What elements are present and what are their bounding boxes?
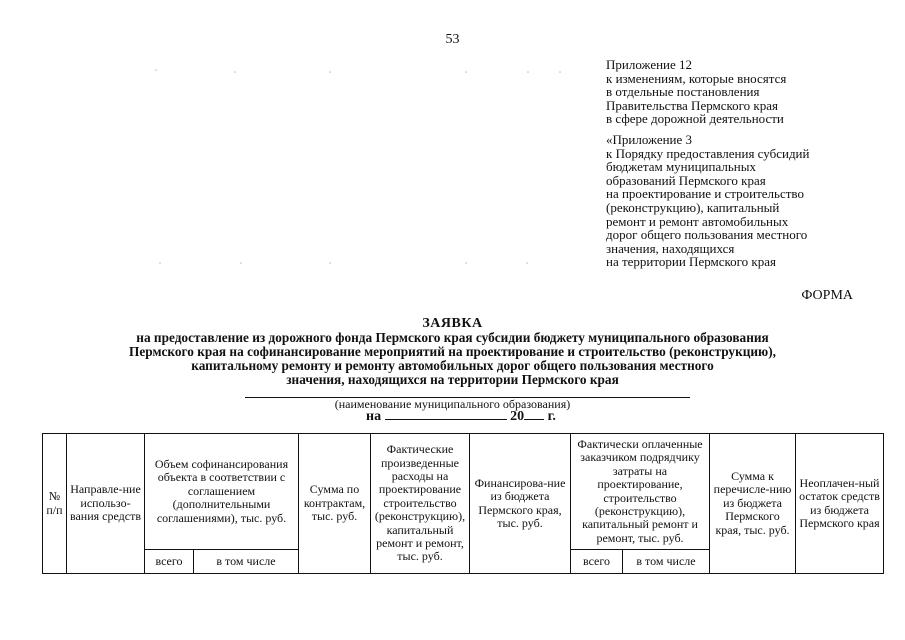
appendix-12-line: к изменениям, которые вносятся [606,70,787,86]
col-direction-header: Направле-ние использо-вания средств [67,434,145,574]
appendix-12-line: Правительства Пермского края [606,97,778,113]
date-year-blank[interactable] [524,408,544,420]
col-financing-header: Финансирова-ние из бюджета Пермского края, тыс. руб. [470,434,571,574]
appendix-12-line: в сфере дорожной деятельности [606,111,784,127]
sub-total-header-2: всего [571,550,623,574]
subtitle-line: значения, находящихся на территории Пермского края [286,372,619,387]
col-number-header: № п/п [43,434,67,574]
appendix-3-line: «Приложение 3 [606,132,693,147]
appendix-3-line: значения, находящихся [606,240,735,256]
col-actual-expenses-header: Фактические произведенные расходы на проектирование строительство (реконструкцию), капитальный ремонт и ремонт, тыс. руб. [371,434,470,574]
document-subtitle [0,331,905,387]
appendix-3-line: на проектирование и строительство [606,186,804,202]
appendix-3-line: дорог общего пользования местного [606,227,808,243]
appendix-3-line: к Порядку предоставления субсидий [606,145,810,161]
col-contracts-header: Сумма по контрактам, тыс. руб. [299,434,371,574]
sub-total-header: всего [145,550,194,574]
subtitle-line: на предоставление из дорожного фонда Пермского края субсидии бюджету муниципального образования [136,330,769,345]
date-line [366,408,556,425]
subtitle-line: Пермского края на софинансирование мероприятий на проектирование и строительство (реконструкцию), [129,344,776,359]
form-label: ФОРМА [801,288,853,303]
col-transfer-header: Сумма к перечисле-нию из бюджета Пермского края, тыс. руб. [710,434,796,574]
document-title: ЗАЯВКА [422,316,483,331]
application-table [42,433,884,574]
appendix-12-line: в отдельные постановления [606,84,760,100]
appendix-12-line: Приложение 12 [606,57,693,72]
appendix-3-line: бюджетам муниципальных [606,159,756,175]
date-prefix: на [366,409,382,424]
date-day-month-blank[interactable] [385,408,507,420]
appendix-3-line: (реконструкцию), капитальный [606,199,780,215]
appendix-3-line: ремонт и ремонт автомобильных [606,213,789,229]
appendix-3-block [606,133,809,269]
subtitle-line: капитальному ремонту и ремонту автомобильных дорог общего пользования местного [191,358,714,373]
sub-including-header: в том числе [194,550,299,574]
date-year: 20 [510,409,525,424]
date-suffix: г. [547,409,556,424]
col-unpaid-header: Неоплачен-ный остаток средств из бюджета Пермского края [796,434,884,574]
appendix-3-line: на территории Пермского края [606,254,776,270]
page-number: 53 [445,32,460,47]
appendix-12-block [606,58,786,126]
appendix-3-line: образований Пермского края [606,172,766,188]
col-cofinancing-header: Объем софинансирования объекта в соответствии с соглашением (дополнительными соглашениями), тыс. руб. [145,434,299,550]
col-actual-paid-header: Фактически оплаченные заказчиком подрядчику затраты на проектирование, строительство (реконструкцию), капитальный ремонт и ремонт, тыс. руб. [571,434,710,550]
municipality-caption: (наименование муниципального образования) [334,397,571,411]
sub-including-header-2: в том числе [623,550,710,574]
